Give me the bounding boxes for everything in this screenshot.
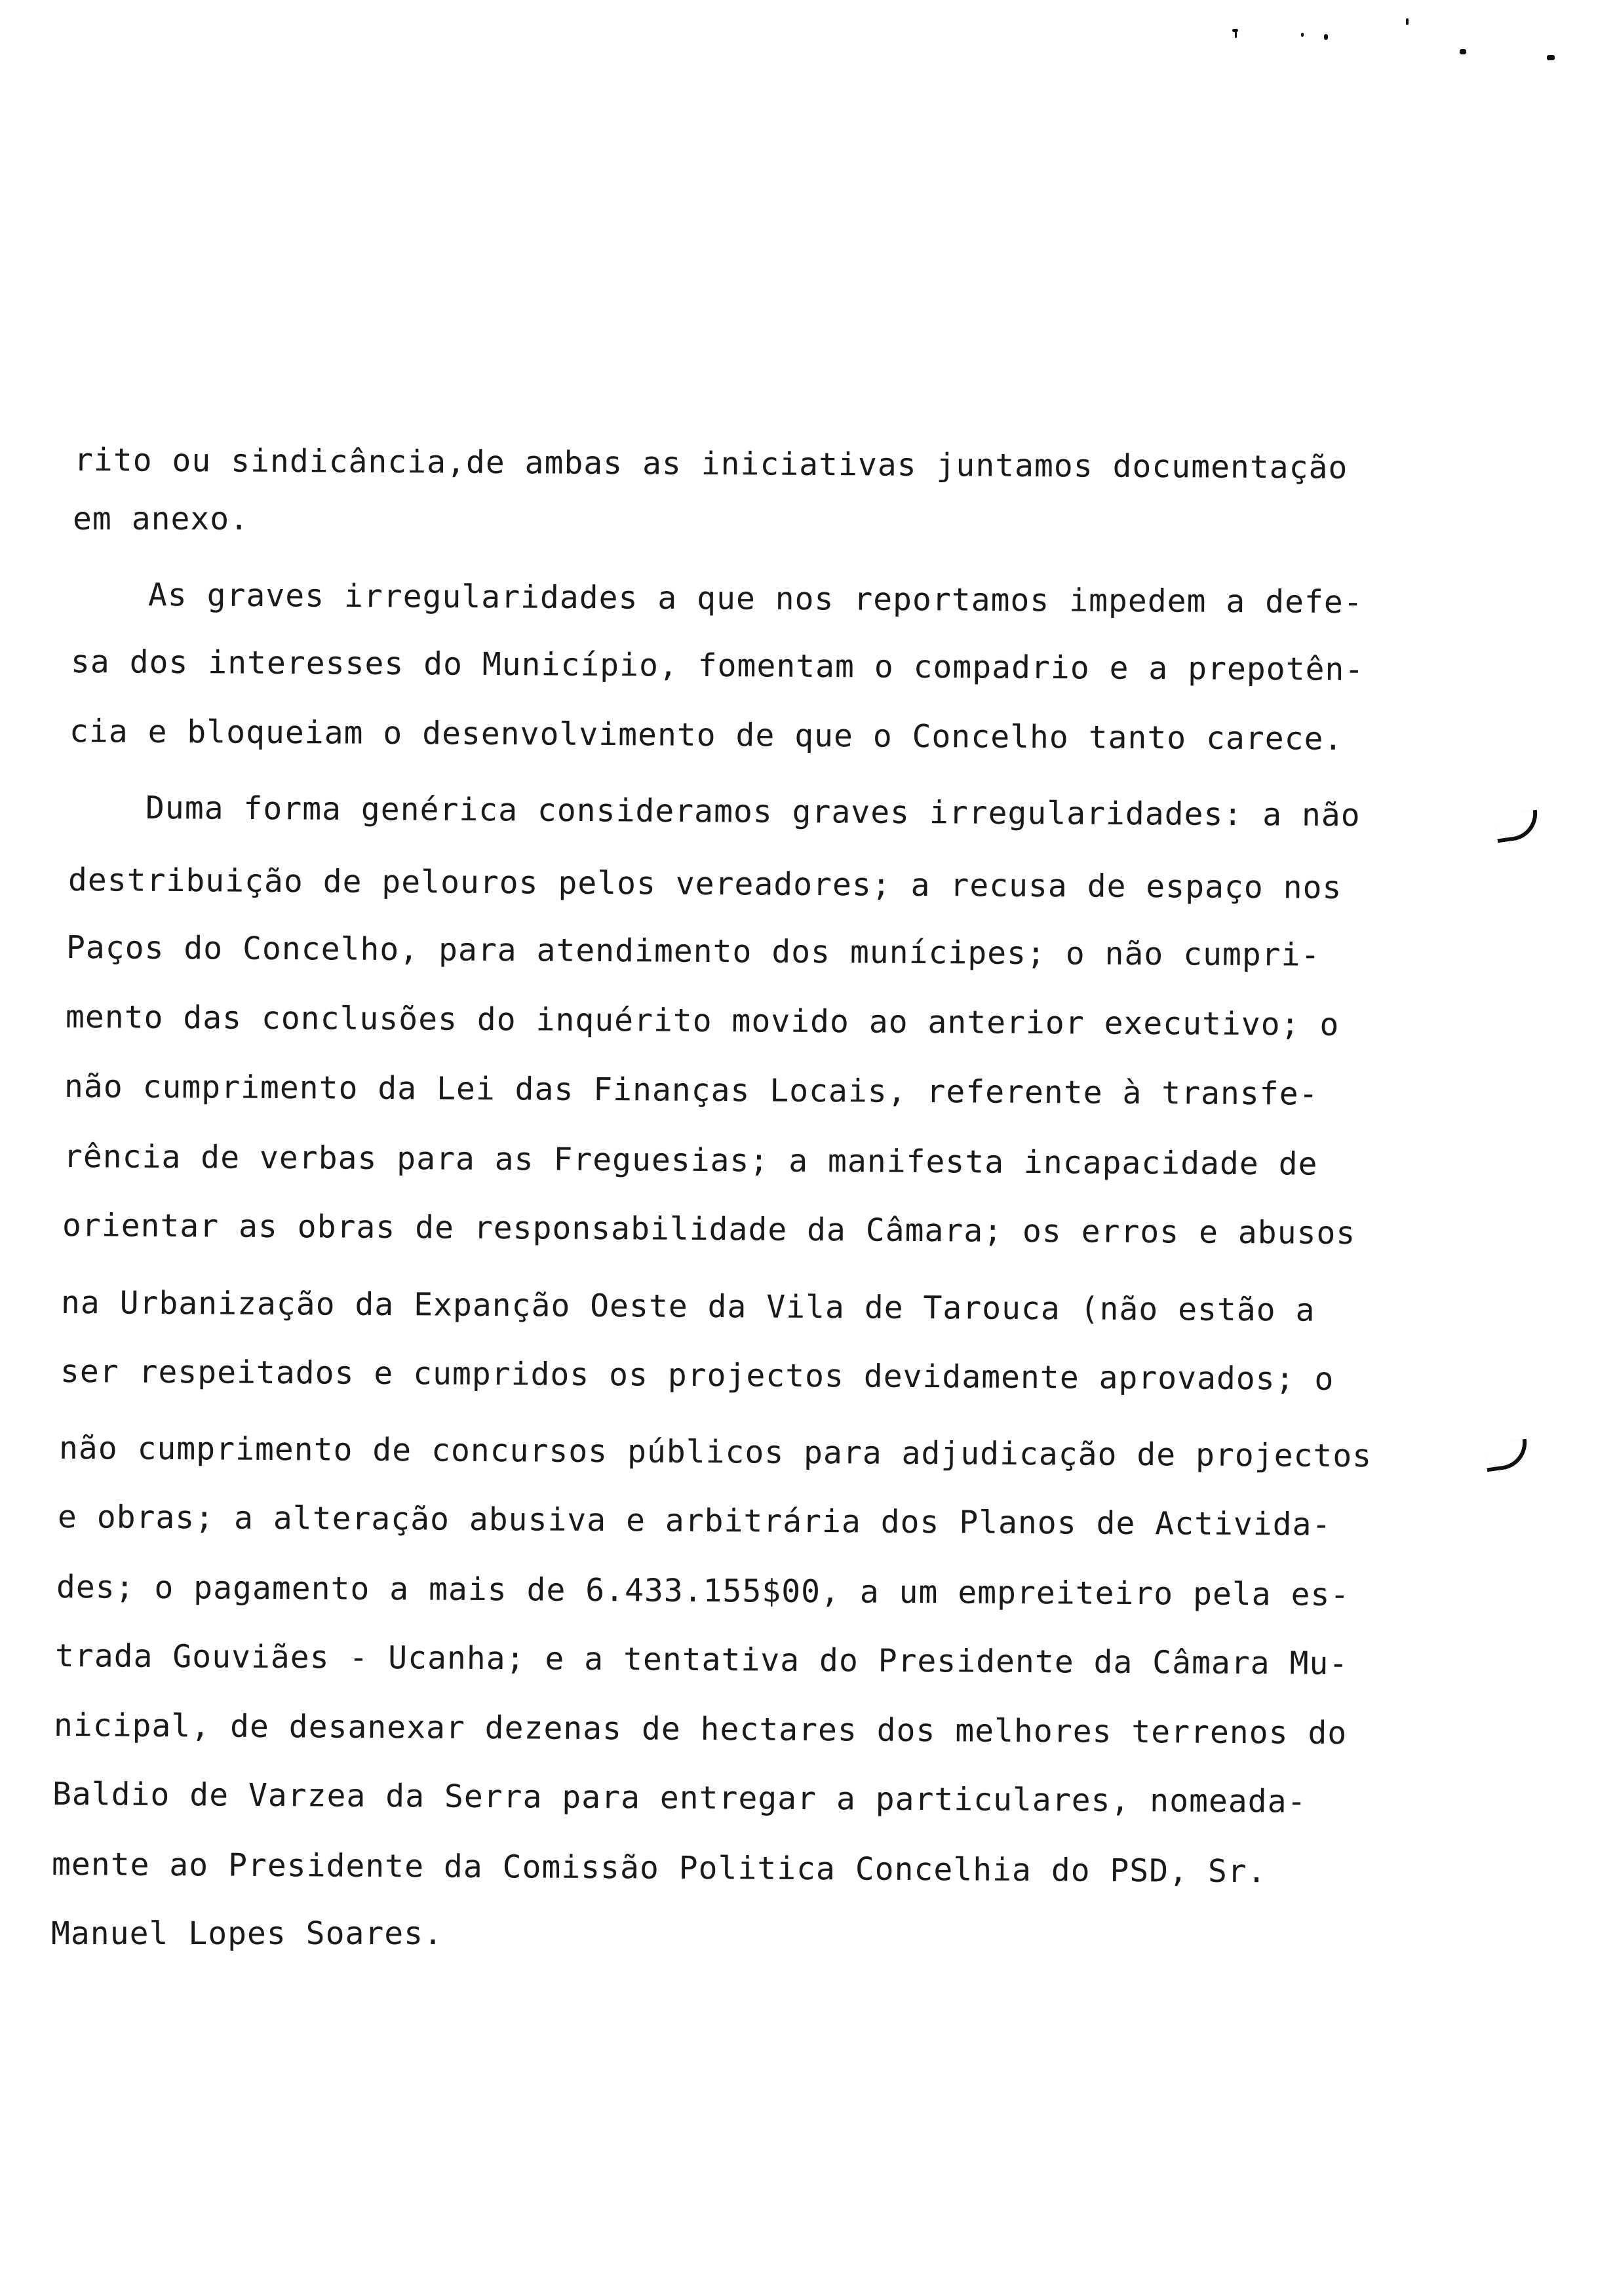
text-line: des; o pagamento a mais de 6.433.155$00, a um empreiteiro pela es- bbox=[56, 1569, 1350, 1614]
text-line: nicipal, de desanexar dezenas de hectares dos melhores terrenos do bbox=[53, 1707, 1348, 1752]
text-line: ser respeitados e cumpridos os projectos devidamente aprovados; o bbox=[60, 1353, 1334, 1398]
text-line: em anexo. bbox=[73, 501, 250, 537]
text-line: rência de verbas para as Freguesias; a manifesta incapacidade de bbox=[63, 1138, 1318, 1183]
text-line: não cumprimento da Lei das Finanças Locais, referente à transfe- bbox=[64, 1068, 1319, 1113]
text-line: Baldio de Varzea da Serra para entregar a particulares, nomeada- bbox=[52, 1776, 1307, 1820]
check-mark-icon bbox=[1494, 810, 1540, 843]
scan-speck bbox=[1460, 49, 1466, 54]
text-line: e obras; a alteração abusiva e arbitrária dos Planos de Activida- bbox=[57, 1499, 1332, 1543]
text-line: na Urbanização da Expanção Oeste da Vila de Tarouca (não estão a bbox=[60, 1284, 1315, 1329]
text-line: cia e bloqueiam o desenvolvimento de que o Concelho tanto carece. bbox=[69, 713, 1344, 757]
text-line: não cumprimento de concursos públicos para adjudicação de projectos bbox=[58, 1430, 1372, 1475]
text-line: mente ao Presidente da Comissão Politica Concelhia do PSD, Sr. bbox=[51, 1846, 1267, 1890]
text-line: rito ou sindicância,de ambas as iniciativas juntamos documentação bbox=[73, 442, 1348, 486]
text-line: orientar as obras de responsabilidade da Câmara; os erros e abusos bbox=[62, 1207, 1356, 1252]
text-line: sa dos interesses do Município, fomentam o compadrio e a prepotên- bbox=[70, 643, 1365, 689]
text-line: Duma forma genérica consideramos graves irregularidades: a não bbox=[145, 790, 1361, 834]
scan-speck bbox=[1324, 34, 1328, 40]
check-mark-icon bbox=[1483, 1439, 1530, 1472]
text-line: Paços do Concelho, para atendimento dos munícipes; o não cumpri- bbox=[66, 929, 1321, 974]
text-line: mento das conclusões do inquérito movido ao anterior executivo; o bbox=[65, 999, 1340, 1043]
text-line: Manuel Lopes Soares. bbox=[51, 1915, 443, 1952]
text-line: As graves irregularidades a que nos reportamos impedem a defe- bbox=[147, 577, 1363, 621]
scan-speck bbox=[1301, 33, 1304, 37]
text-line: trada Gouviães - Ucanha; e a tentativa do Presidente da Câmara Mu- bbox=[54, 1637, 1349, 1683]
text-line: destribuição de pelouros pelos vereadores; a recusa de espaço nos bbox=[68, 862, 1342, 906]
scan-speck bbox=[1406, 18, 1409, 25]
scan-speck bbox=[1235, 30, 1237, 38]
scan-speck bbox=[1547, 55, 1555, 60]
